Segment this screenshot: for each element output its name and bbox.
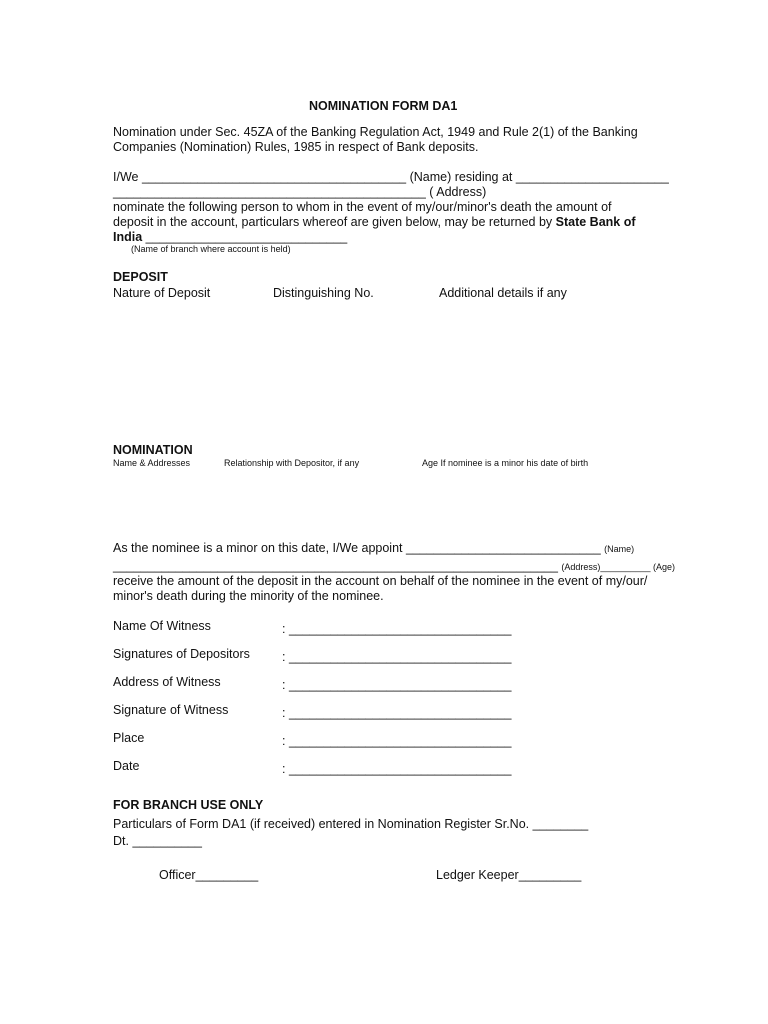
intro-line-1: Nomination under Sec. 45ZA of the Banking Regulation Act, 1949 and Rule 2(1) of the Banking xyxy=(113,125,638,139)
deposit-col-nature: Nature of Deposit xyxy=(113,286,211,300)
field-label-date: Date xyxy=(113,759,140,773)
deposit-col-additional: Additional details if any xyxy=(439,286,567,300)
branch-note: (Name of branch where account is held) xyxy=(131,244,291,254)
deposit-heading: DEPOSIT xyxy=(113,270,168,284)
minor-line-3: receive the amount of the deposit in the account on behalf of the nominee in the event of my/our/ xyxy=(113,574,648,588)
branch-use-heading: FOR BRANCH USE ONLY xyxy=(113,798,264,812)
nomination-col-name: Name & Addresses xyxy=(113,458,191,468)
field-blank-name-of-witness[interactable]: : ________________________________ xyxy=(282,622,512,636)
branch-blank: _____________________________ xyxy=(142,230,348,244)
field-blank-date[interactable]: : ________________________________ xyxy=(282,762,512,776)
bank-name-part-2: India xyxy=(113,230,143,244)
minor-line-2 xyxy=(113,559,675,574)
form-title: NOMINATION FORM DA1 xyxy=(309,99,458,113)
deposit-col-distinguishing: Distinguishing No. xyxy=(273,286,374,300)
nomination-col-relationship: Relationship with Depositor, if any xyxy=(224,458,360,468)
branch-register-line: Particulars of Form DA1 (if received) entered in Nomination Register Sr.No. ________ xyxy=(113,817,589,831)
minor-line-1 xyxy=(113,541,634,556)
field-label-signature-of-witness: Signature of Witness xyxy=(113,703,229,717)
field-blank-address-of-witness[interactable]: : ________________________________ xyxy=(282,678,512,692)
declaration-line-4 xyxy=(113,215,636,230)
officer-signature: Officer_________ xyxy=(159,868,259,882)
minor-line-1-text: As the nominee is a minor on this date, I/We appoint ____________________________ xyxy=(113,541,605,555)
minor-name-label: (Name) xyxy=(604,544,635,554)
field-label-place: Place xyxy=(113,731,145,745)
branch-date-line: Dt. __________ xyxy=(113,834,202,848)
field-label-signatures-of-depositors: Signatures of Depositors xyxy=(113,647,250,661)
field-blank-signature-of-witness[interactable]: : ________________________________ xyxy=(282,706,512,720)
minor-line-2-text: ________________________________________________________________ xyxy=(113,559,562,573)
intro-line-2: Companies (Nomination) Rules, 1985 in respect of Bank deposits. xyxy=(113,140,479,154)
declaration-line-1: I/We ______________________________________ (Name) residing at ______________________ xyxy=(113,170,669,184)
declaration-line-2: _____________________________________________ ( Address) xyxy=(113,185,487,199)
bank-name-part-1: State Bank of xyxy=(555,215,636,229)
nomination-heading: NOMINATION xyxy=(113,443,193,457)
declaration-line-4-text: deposit in the account, particulars whereof are given below, may be returned by xyxy=(113,215,556,229)
nomination-col-age: Age If nominee is a minor his date of birth xyxy=(422,458,589,468)
minor-address-age-label: (Address)__________ (Age) xyxy=(561,562,675,572)
field-label-name-of-witness: Name Of Witness xyxy=(113,619,211,633)
field-blank-place[interactable]: : ________________________________ xyxy=(282,734,512,748)
minor-line-4: minor's death during the minority of the nominee. xyxy=(113,589,384,603)
ledger-keeper-signature: Ledger Keeper_________ xyxy=(436,868,582,882)
field-blank-signatures-of-depositors[interactable]: : ________________________________ xyxy=(282,650,512,664)
declaration-line-3: nominate the following person to whom in the event of my/our/minor's death the amount of xyxy=(113,200,612,214)
field-label-address-of-witness: Address of Witness xyxy=(113,675,221,689)
declaration-line-5 xyxy=(113,230,347,245)
